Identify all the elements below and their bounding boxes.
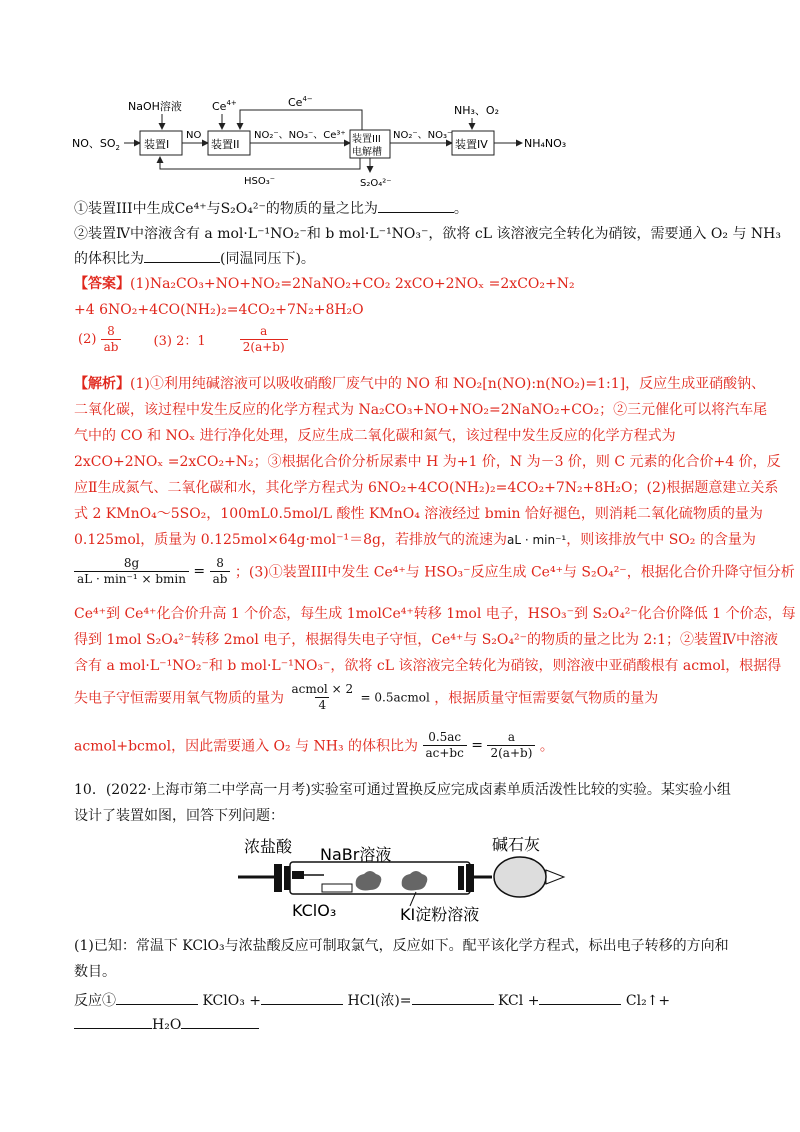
analysis-line-8: $\frac{8g}{\text{aL · min⁻¹ × bmin}}$ = $\frac{8}{ab}$ ；(3)①装置III中发生 Ce⁴⁺与 HSO₃⁻反应生成 Ce⁴⁺与 S₂O₄²⁻，根据化合价升降守恒分析 [74,556,795,587]
question-10-line-2: 设计了装置如图，回答下列问题： [74,808,284,824]
coef-blank-h2o[interactable] [74,1014,152,1029]
analysis-line-13: acmol+bcmol，因此需要通入 O₂ 与 NH₃ 的体积比为 $\frac{0.5ac}{ac+bc}$ = $\frac{a}{2(a+b)}$ 。 [74,730,554,760]
device-3-label-b: 电解槽 [352,147,382,158]
soda-lime-label: 碱石灰 [492,835,541,854]
device-2-label: 装置II [211,138,240,151]
electron-transfer-blank[interactable] [181,1014,259,1029]
analysis-line-4: 2xCO+2NOₓ =2xCO₂+N₂；③根据化合价分析尿素中 H 为+1 价，N 为－3 价，则 C 元素的化合价+4 价，反 [74,454,781,470]
analysis-line-1: 【解析】(1)①利用纯碱溶液可以吸收硝酸厂废气中的 NO 和 NO₂[n(NO):n(NO₂)=1:1]，反应生成亚硝酸钠、 [74,376,766,392]
process-flow-diagram [60,92,600,192]
analysis-line-10: 得到 1mol S₂O₄²⁻转移 2mol 电子，根据得失电子守恒，Ce⁴⁺与 S₂O₄²⁻的物质的量之比为 2:1；②装置Ⅳ中溶液 [74,632,778,648]
device-1-label: 装置I [144,138,170,151]
device-4-label: 装置IV [455,138,488,151]
hcl-label: 浓盐酸 [244,837,293,856]
device-3-label-a: 装置III [352,134,381,145]
analysis-line-6: 式 2 KMnO₄～5SO₂，100mL0.5mol/L 酸性 KMnO₄ 溶液经过 bmin 恰好褪色，则消耗二氧化硫物质的量为 [74,506,763,522]
ki-cotton [402,871,428,891]
soda-lime-tube [494,857,546,897]
question-2-line-2: 的体积比为 (同温同压下)。 [74,248,315,269]
answer-line-2: +4 6NO₂+4CO(NH₂)₂=4CO₂+7N₂+8H₂O [74,302,364,318]
reaction-1-line: 反应① KClO₃ + HCl(浓)= KCl + Cl₂↑+ [74,990,670,1011]
question-2-line-1: ②装置Ⅳ中溶液含有 a mol·L⁻¹NO₂⁻和 b mol·L⁻¹NO₃⁻，欲将 cL 该溶液完全转化为硝铵，需要通入 O₂ 与 NH₃ [74,226,781,242]
answer-blank[interactable] [378,198,454,213]
reaction-1-line-2: H₂O [74,1014,259,1035]
naoh-label: NaOH溶液 [128,100,182,113]
coef-blank-kcl[interactable] [412,990,494,1005]
analysis-line-5: 应Ⅱ生成氮气、二氧化碳和水，其化学方程式为 6NO₂+4CO(NH₂)₂=4CO₂+7N₂+8H₂O；(2)根据题意建立关系 [74,480,779,496]
ce4-label: $Ce^{4+}$ [212,99,237,113]
s2o4-label: S₂O₄²⁻ [360,178,392,189]
nh3-o2-label: NH₃、O₂ [454,104,499,117]
analysis-line-7: 0.125mol，质量为 0.125mol×64g·mol⁻¹＝8g，若排放气的流速为aL · min⁻¹，则该排放气中 SO₂ 的含量为 [74,532,756,548]
question-10-line-1: 10．(2022·上海市第二中学高一月考)实验室可通过置换反应完成卤素单质活泼性比较的实验。某实验小组 [74,782,731,798]
out3-label: NO₂⁻、NO₃⁻ [393,130,453,141]
kclo3-label: KClO₃ [292,901,337,920]
answer-blank[interactable] [144,248,220,263]
ki-label: KI淀粉溶液 [400,905,480,924]
analysis-line-2: 二氧化碳，该过程中发生反应的化学方程式为 Na₂CO₃+NO+NO₂=2NaNO₂+CO₂；②三元催化可以将汽车尾 [74,402,768,418]
mid-ions-label: NO₂⁻、NO₃⁻、Ce³⁺ [254,130,346,141]
analysis-line-3: 气中的 CO 和 NOₓ 进行净化处理，反应生成二氧化碳和氮气，该过程中发生反应的化学方程式为 [74,428,676,444]
no-label: NO [186,130,202,141]
input-gas-label: NO、$SO_2$ [72,137,120,152]
analysis-line-9: Ce⁴⁺到 Ce⁴⁺化合价升高 1 个价态，每生成 1molCe⁴⁺转移 1mol 电子，HSO₃⁻到 S₂O₄²⁻化合价降低 1 个价态，每 [74,606,796,622]
hso3-label: HSO₃⁻ [244,176,276,187]
apparatus-diagram [230,830,590,930]
coef-blank-kclo3[interactable] [116,990,198,1005]
coef-blank-cl2[interactable] [539,990,621,1005]
question-1: ①装置III中生成Ce⁴⁺与S₂O₄²⁻的物质的量之比为 。 [74,198,468,219]
question-10-1-line-2: 数目。 [74,964,116,980]
nabr-cotton [356,871,382,891]
nabr-label: NaBr溶液 [320,845,392,864]
question-10-1-line-1: (1)已知：常温下 KClO₃与浓盐酸反应可制取氯气，反应如下。配平该化学方程式，标出电子转移的方向和 [74,938,729,954]
answer-fractions: (2) $\frac{8}{ab}$ (3) 2：1 $\frac{a}{2(a+b)}$ [78,324,288,355]
coef-blank-hcl[interactable] [261,990,343,1005]
answer-line-1: 【答案】(1)Na₂CO₃+NO+NO₂=2NaNO₂+CO₂ 2xCO+2NOₓ =2xCO₂+N₂ [74,276,575,292]
analysis-line-12: 失电子守恒需要用氧气物质的量为 $\frac{\text{acmol × 2}}{4}$ = 0.5acmol ，根据质量守恒需要氨气物质的量为 [74,682,659,712]
analysis-line-11: 含有 a mol·L⁻¹NO₂⁻和 b mol·L⁻¹NO₃⁻，欲将 cL 该溶液完全转化为硝铵，则溶液中亚硝酸根有 acmol，根据得 [74,658,782,674]
product-label: NH₄NO₃ [524,137,567,150]
ce-top-label: $Ce^{4-}$ [288,95,313,109]
